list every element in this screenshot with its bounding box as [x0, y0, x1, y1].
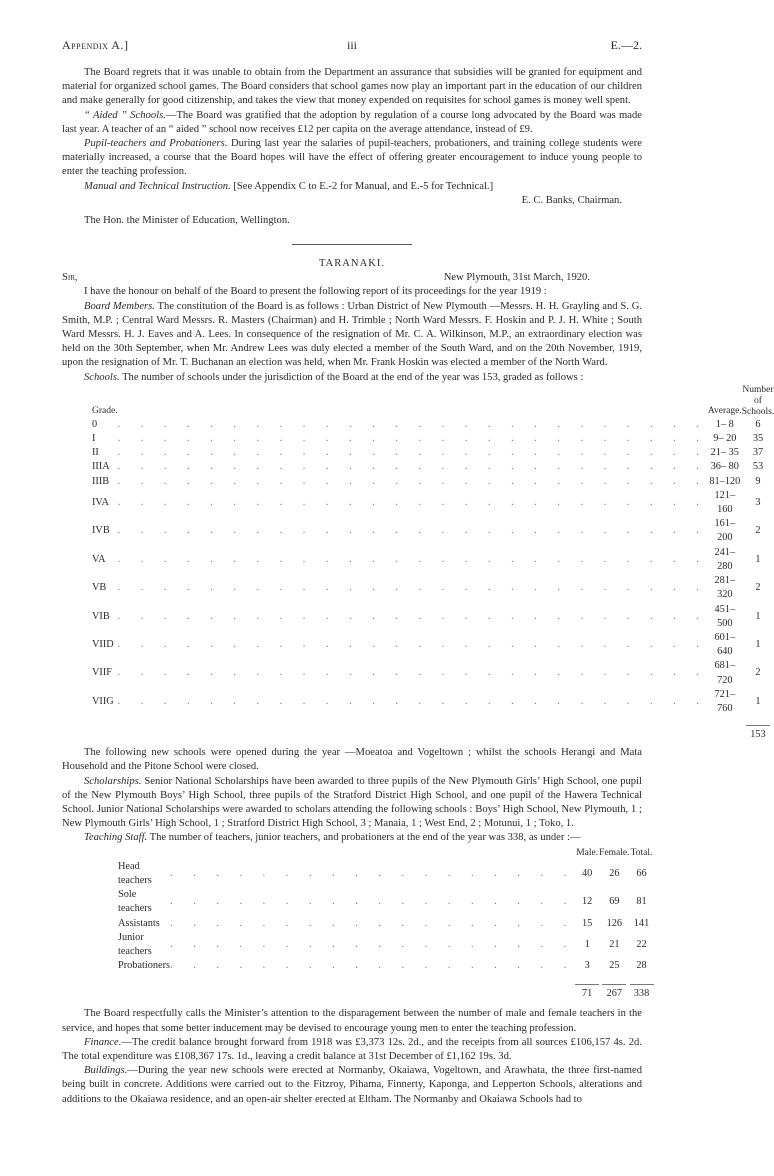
total-rule — [630, 984, 654, 985]
staff-row — [118, 931, 654, 959]
header-reference: E.—2. — [610, 38, 642, 52]
female-cell: 21 — [609, 938, 620, 950]
col-number — [742, 385, 774, 418]
schools-count-cell: 1 — [755, 553, 761, 565]
grade-table — [92, 385, 774, 742]
text-aided-schools: —The Board was gratified that the adoption by regulation of a course long advocated by the Board was made last year. A teacher of an “ aided ” school now receives £12 per capita on the average attendance, instead of £9. — [62, 109, 642, 135]
col-grade: Grade. — [92, 405, 118, 416]
text-scholarships: Senior National Scholarships have been awarded to three pupils of the New Plymouth Girls’ High School, one pupil of the New Plymouth Boys’ High School, three pupils of the Stratford District High School, and one pupil of the Hawera Technical School. Junior National Scholarships were awarded to scholars attending the following schools : Boys’ High School, New Plymouth, 1 ; New Plymouth Girls’ High School, 1 ; Stratford District High School, 3 ; Manaia, 1 ; West End, 2 ; Motunui, 1 ; Toko, 1. — [62, 775, 642, 830]
heading-board-members: Board Members. — [84, 300, 155, 312]
leader-dots: . . . . . . . . . . . . . . . . . . . . . . . . . . — [117, 525, 708, 537]
col-male: Male. — [576, 847, 599, 858]
text-pupil-teachers: During last year the salaries of pupil-teachers, probationers, and training college students were materially increased, a course that the Board hopes will have the effect of offering greater encouragement to induce young people to enter the teaching profession. — [62, 138, 642, 178]
leader-dots: . . . . . . . . . . . . . . . . . . . . . . . . . . — [117, 610, 708, 622]
staff-label-cell: Probationers — [118, 960, 171, 972]
heading-schools: Schools. — [84, 371, 120, 383]
paragraph-finance — [62, 1036, 642, 1064]
average-cell: 281–320 — [714, 575, 736, 601]
leader-dots: . . . . . . . . . . . . . . . . . . . . . . . . . . — [117, 553, 708, 565]
leader-dots: . . . . . . . . . . . . . . . . . . . . . . . . . . — [117, 461, 708, 473]
col-number-line2: of Schools. — [741, 395, 774, 417]
grade-row — [92, 432, 774, 446]
schools-count-cell: 2 — [755, 667, 761, 679]
average-cell: 721–760 — [714, 688, 736, 714]
staff-label-cell: Sole teachers — [118, 889, 152, 915]
grade-row — [92, 460, 774, 474]
average-cell: 451–500 — [714, 603, 736, 629]
grade-row — [92, 489, 774, 517]
average-cell: 601–640 — [714, 631, 736, 658]
heading-manual-technical: Manual and Technical Instruction. — [84, 180, 231, 192]
male-cell: 40 — [582, 867, 593, 879]
leader-dots: . . . . . . . . . . . . . . . . . . . . . . . . . . — [117, 582, 708, 594]
total-cell: 66 — [636, 867, 647, 879]
female-cell: 26 — [609, 867, 620, 879]
schools-count-cell: 1 — [755, 695, 761, 707]
schools-count-cell: 2 — [755, 525, 761, 537]
schools-count-cell: 1 — [755, 639, 761, 650]
grade-cell: VB — [92, 582, 107, 594]
text-schools: The number of schools under the jurisdiction of the Board at the end of the year was 153, graded as follows : — [119, 371, 584, 383]
schools-count-cell: 3 — [755, 496, 761, 508]
grade-cell: IVB — [92, 525, 110, 537]
leader-dots: . . . . . . . . . . . . . . . . . . — [170, 938, 576, 950]
staff-row — [118, 959, 654, 973]
schools-count-cell: 6 — [755, 418, 761, 430]
grade-cell: VIIG — [92, 695, 114, 707]
staff-row — [118, 888, 654, 916]
grade-row — [92, 659, 774, 687]
female-cell: 69 — [609, 896, 620, 908]
average-cell: 1– 8 — [715, 418, 734, 430]
grade-cell: IVA — [92, 496, 109, 508]
paragraph-manual-technical — [62, 180, 642, 194]
leader-dots: . . . . . . . . . . . . . . . . . . . . . . . . . . — [117, 496, 708, 508]
average-cell: 121–160 — [714, 489, 736, 516]
heading-buildings: Buildings. — [84, 1065, 128, 1077]
staff-table — [118, 846, 654, 1002]
signature: E. C. Banks, Chairman. — [521, 194, 622, 206]
total-rule — [575, 984, 599, 985]
heading-finance: Finance. — [84, 1036, 122, 1048]
header-page-number: iii — [346, 38, 357, 52]
total-cell: 141 — [633, 917, 650, 929]
staff-label-cell: Head teachers — [118, 860, 152, 886]
leader-dots: . . . . . . . . . . . . . . . . . . — [170, 867, 576, 879]
grade-row — [92, 603, 774, 631]
total-rule — [602, 984, 626, 985]
grade-table-header — [92, 385, 774, 418]
paragraph-school-games: The Board regrets that it was unable to obtain from the Department an assurance that subsidies will be granted for equipment and material for organized school games. The Board considers that school games now play an important part in the education of our children and make generally for good citizenship, and takes the view that money expended on requisites for school games is money well spent. — [62, 67, 642, 107]
col-number-line1: Number — [742, 384, 774, 395]
heading-aided-schools: “ Aided ” Schools. — [84, 109, 166, 121]
grade-cell: VIIF — [92, 667, 113, 679]
schools-count-cell: 53 — [752, 461, 764, 473]
female-cell: 126 — [606, 917, 623, 929]
paragraph-scholarships — [62, 775, 642, 832]
paragraph-schools — [62, 371, 642, 385]
leader-dots: . . . . . . . . . . . . . . . . . . . . . . . . . . — [117, 433, 708, 445]
total-cell: 81 — [636, 896, 647, 908]
average-cell: 241–280 — [714, 546, 736, 572]
section-divider — [292, 244, 412, 245]
text-teaching-staff: The number of teachers, junior teachers, and probationers at the end of the year was 338, as under :— — [147, 832, 581, 844]
heading-teaching-staff: Teaching Staff. — [84, 832, 148, 844]
grade-cell: IIIA — [92, 461, 110, 473]
staff-total-total: 338 — [633, 988, 650, 1000]
staff-totals-row — [118, 973, 654, 1001]
text-buildings: —During the year new schools were erected at Normanby, Okaiawa, Vogeltown, and Arawhata, the three first-named being built in concrete. Additions were carried out to the Fitzroy, Pihama, Finnerty, Kaponga, and Lepperton Schools, alterations and additions to the Okaiawa residence, and an open-air shelter erected at Eltham. The Normanby and Okaiawa Schools had to — [62, 1065, 642, 1105]
schools-count-cell: 35 — [752, 433, 764, 445]
average-cell: 9– 20 — [713, 433, 737, 445]
average-cell: 81–120 — [709, 475, 741, 487]
male-cell: 15 — [582, 917, 593, 929]
grade-row — [92, 475, 774, 489]
col-average: Average. — [707, 405, 742, 416]
paragraph-opening: I have the honour on behalf of the Board to present the following report of its proceedings for the year 1919 : — [84, 286, 547, 298]
grade-cell: VIB — [92, 610, 110, 622]
schools-count-cell: 1 — [755, 610, 761, 622]
grade-total-value: 153 — [750, 728, 766, 740]
grade-row — [92, 418, 774, 432]
grade-row — [92, 631, 774, 659]
text-manual-technical: [See Appendix C to E.-2 for Manual, and E.-5 for Technical.] — [230, 180, 494, 192]
leader-dots: . . . . . . . . . . . . . . . . . . — [170, 917, 576, 929]
heading-pupil-teachers: Pupil-teachers and Probationers. — [84, 138, 228, 150]
grade-row — [92, 517, 774, 545]
leader-dots: . . . . . . . . . . . . . . . . . . . . . . . . . . — [117, 418, 708, 430]
leader-dots: . . . . . . . . . . . . . . . . . . . . . . . . . . — [117, 639, 708, 650]
heading-scholarships: Scholarships. — [84, 775, 142, 787]
grade-cell: I — [92, 433, 96, 445]
paragraph-pupil-teachers — [62, 137, 642, 180]
average-cell: 681–720 — [714, 660, 736, 686]
paragraph-aided-schools — [62, 109, 642, 137]
grade-cell: VA — [92, 553, 106, 565]
staff-total-female: 267 — [606, 988, 623, 1000]
col-female: Female. — [599, 847, 630, 858]
leader-dots: . . . . . . . . . . . . . . . . . . . . . . . . . . — [117, 695, 708, 707]
schools-count-cell: 37 — [752, 447, 764, 459]
col-total: Total. — [630, 847, 653, 858]
grade-cell: VIID — [92, 639, 114, 650]
male-cell: 1 — [584, 938, 590, 950]
staff-label-cell: Assistants — [118, 917, 160, 929]
total-rule — [746, 725, 770, 726]
section-title: TARANAKI. — [318, 258, 386, 270]
average-cell: 21– 35 — [710, 447, 739, 459]
male-cell: 12 — [582, 896, 593, 908]
grade-row — [92, 446, 774, 460]
average-cell: 36– 80 — [710, 461, 739, 473]
header-appendix: Appendix A.] — [62, 38, 129, 52]
schools-count-cell: 9 — [755, 475, 761, 487]
total-cell: 28 — [636, 960, 647, 972]
staff-row — [118, 917, 654, 931]
leader-dots: . . . . . . . . . . . . . . . . . . — [170, 896, 576, 908]
paragraph-disparity: The Board respectfully calls the Minister’s attention to the disparagement between the number of male and female teachers in the service, and hopes that some better inducement may be devised to encourage young men to enter the teaching profession. — [62, 1008, 642, 1034]
average-cell: 161–200 — [714, 518, 736, 544]
male-cell: 3 — [584, 960, 590, 972]
salutation-line — [62, 271, 642, 285]
grade-row — [92, 574, 774, 602]
page-header — [62, 38, 642, 56]
grade-cell: IIIB — [92, 475, 110, 487]
grade-row — [92, 688, 774, 716]
grade-cell: II — [92, 447, 99, 459]
paragraph-new-schools: The following new schools were opened during the year —Moeatoa and Vogeltown ; whilst the schools Herangi and Mata Household and the Pitone School were closed. — [62, 747, 642, 773]
staff-row — [118, 860, 654, 888]
grade-row — [92, 546, 774, 574]
text-finance: —The credit balance brought forward from 1918 was £3,373 12s. 2d., and the receipts from all sources £106,157 4s. 2d. The total expenditure was £108,367 17s. 1d., leaving a credit balance at 31st December of £1,162 19s. 3d. — [62, 1036, 642, 1062]
text-board-members: The constitution of the Board is as follows : Urban District of New Plymouth —Messrs. H. H. Grayling and S. G. Smith, M.P. ; Central Ward Messrs. R. Masters (Chairman) and H. Trimble ; North Ward Messrs. F. Hoskin and P. J. H. White ; South Ward Messrs. H. J. Eaves and A. Lees. In consequence of the resignation of Mr. C. A. Wilkinson, M.P., an extraordinary election was held on the 30th September, when Mr. Andrew Lees was duly elected a member of the South Ward, and on the 20th November, 1919, upon the resignation of Mr. T. Buchanan an election was held, when Mr. Frank Hoskin was elected a member of the North Ward. — [62, 300, 642, 369]
salutation: Sir, — [62, 272, 78, 284]
staff-total-male: 71 — [582, 988, 593, 1000]
staff-label-cell: Junior teachers — [118, 931, 152, 957]
addressee: The Hon. the Minister of Education, Wellington. — [84, 215, 290, 227]
leader-dots: . . . . . . . . . . . . . . . . . . — [170, 960, 576, 972]
paragraph-buildings — [62, 1064, 642, 1107]
place-date: New Plymouth, 31st March, 1920. — [443, 272, 590, 284]
staff-table-header — [118, 846, 654, 860]
grade-cell: 0 — [92, 418, 98, 430]
document-page — [62, 38, 774, 1107]
paragraph-board-members — [62, 300, 642, 371]
leader-dots: . . . . . . . . . . . . . . . . . . . . . . . . . . — [117, 447, 708, 459]
paragraph-teaching-staff — [62, 831, 642, 845]
leader-dots: . . . . . . . . . . . . . . . . . . . . . . . . . . — [117, 667, 708, 679]
schools-count-cell: 2 — [755, 582, 761, 594]
grade-total — [742, 716, 774, 742]
female-cell: 25 — [609, 960, 620, 972]
leader-dots: . . . . . . . . . . . . . . . . . . . . . . . . . . — [117, 475, 708, 487]
total-cell: 22 — [636, 938, 647, 950]
